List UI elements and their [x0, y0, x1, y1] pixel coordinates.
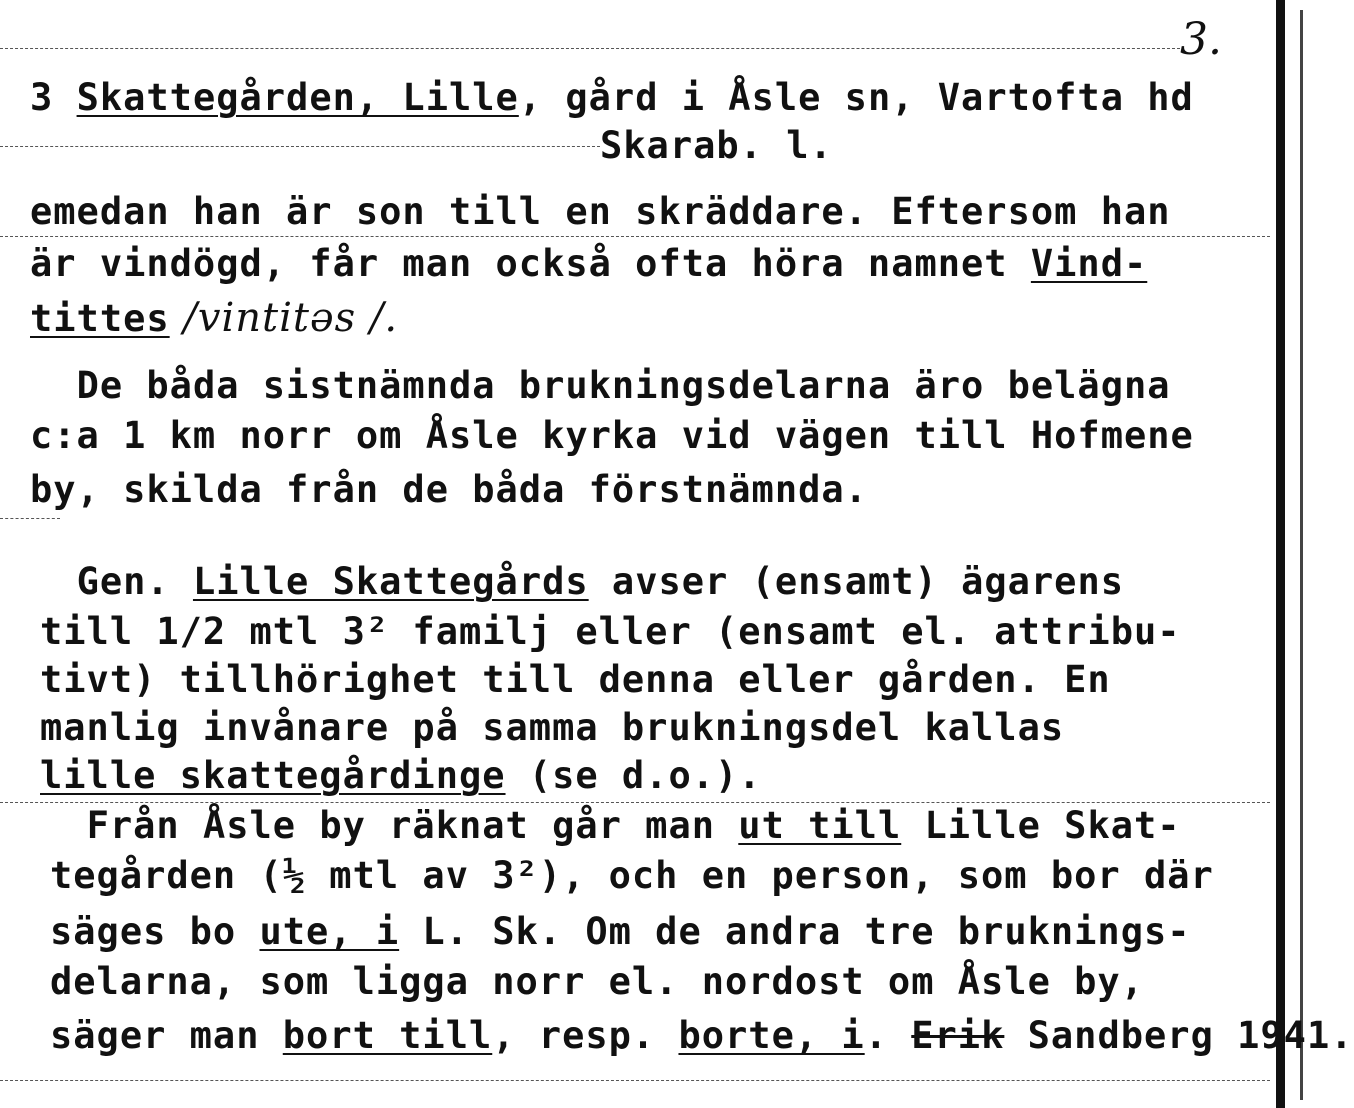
- p1-line-2: är vindögd, får man också ofta höra namnet Vind-: [30, 242, 1148, 285]
- ruled-line: [0, 802, 1270, 803]
- header-number: 3: [30, 76, 54, 119]
- header-line-1: [30, 78, 1194, 118]
- word-lille-skattegards: Lille Skattegårds: [192, 560, 589, 603]
- ruled-line: [0, 236, 1270, 237]
- word-bort-till: bort till: [282, 1014, 493, 1057]
- p3-line-3: tivt) tillhörighet till denna eller gården. En: [40, 658, 1111, 701]
- handwritten-pronunciation: /vintitəs /.: [169, 295, 399, 341]
- p4-line-2: tegården (½ mtl av 3²), och en person, som bor där: [50, 854, 1214, 897]
- word-lille-skattegardinge: lille skattegårdinge: [40, 754, 506, 797]
- p4-line-5: säger man bort till, resp. borte, i. Erik Sandberg 1941.: [50, 1014, 1354, 1057]
- p2-line-3: by, skilda från de båda förstnämnda.: [30, 468, 868, 511]
- p3-line-1: Gen. Lille Skattegårds avser (ensamt) ägarens: [76, 560, 1125, 603]
- word-ute-i: ute, i: [259, 910, 400, 953]
- p4-line-4: delarna, som ligga norr el. nordost om Åsle by,: [50, 960, 1144, 1003]
- p3-line-5: lille skattegårdinge (se d.o.).: [40, 754, 762, 797]
- header-name: Skattegården, Lille: [76, 76, 519, 119]
- word-vind: Vind-: [1030, 242, 1148, 285]
- card-edge-shadow: [1276, 0, 1285, 1108]
- ruled-line: [0, 48, 1180, 49]
- p2-line-2: c:a 1 km norr om Åsle kyrka vid vägen till Hofmene: [30, 414, 1194, 457]
- word-borte-i: borte, i: [678, 1014, 865, 1057]
- p2-line-1: De båda sistnämnda brukningsdelarna äro belägna: [76, 364, 1171, 407]
- word-ut-till: ut till: [738, 804, 902, 847]
- header-line-2: Skarab. l.: [600, 124, 833, 167]
- card-edge-line: [1300, 10, 1303, 1100]
- ruled-line: [0, 518, 60, 519]
- p3-line-2: till 1/2 mtl 3² familj eller (ensamt el. attribu-: [40, 610, 1181, 653]
- word-tittes: tittes: [30, 297, 170, 340]
- p1-line-1: emedan han är son till en skräddare. Eftersom han: [30, 190, 1171, 233]
- struck-word-erik: Erik: [911, 1014, 1005, 1057]
- header-rest-1: , gård i Åsle sn, Vartofta hd: [518, 76, 1194, 119]
- page-number: 3.: [1180, 14, 1222, 65]
- p1-line-3: [30, 295, 399, 341]
- signature: Sandberg 1941.: [1004, 1014, 1354, 1057]
- p4-line-3: säges bo ute, i L. Sk. Om de andra tre bruknings-: [50, 910, 1191, 953]
- p3-line-4: manlig invånare på samma brukningsdel kallas: [40, 706, 1065, 749]
- ruled-line: [0, 146, 600, 147]
- ruled-line: [0, 1080, 1270, 1081]
- p4-line-1: Från Åsle by räknat går man ut till Lille Skat-: [86, 804, 1181, 847]
